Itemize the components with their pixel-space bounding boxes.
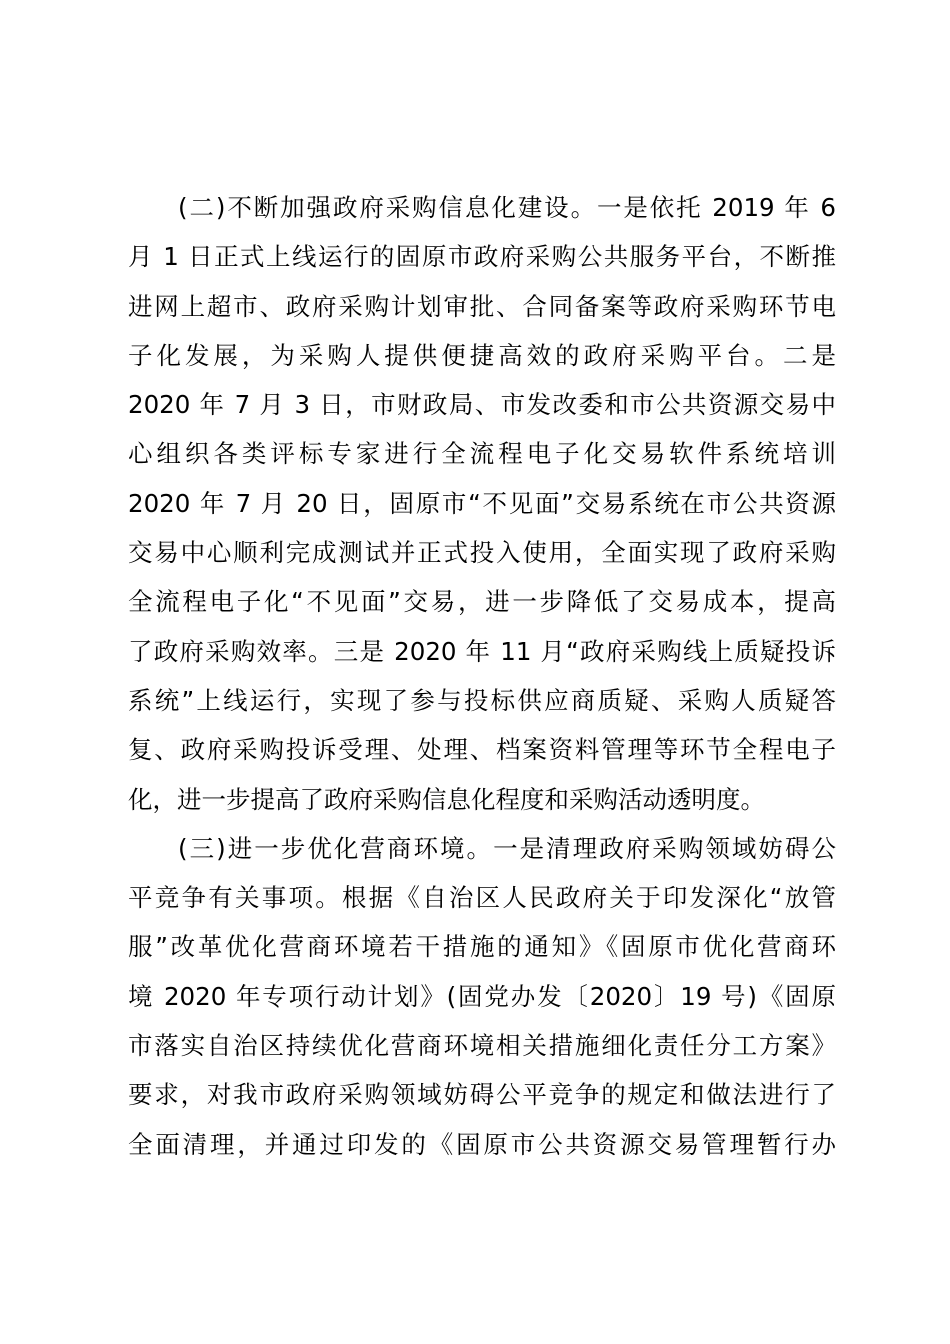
- paragraph-line: 全面清理，并通过印发的《固原市公共资源交易管理暂行办: [128, 1129, 836, 1159]
- paragraph-line: (二)不断加强政府采购信息化建设。一是依托 2019 年 6: [178, 193, 836, 222]
- paragraph-line: 平竞争有关事项。根据《自治区人民政府关于印发深化“放管: [128, 883, 836, 913]
- paragraph-line: 了政府采购效率。三是 2020 年 11 月“政府采购线上质疑投诉: [128, 636, 836, 666]
- paragraph-line: 全流程电子化“不见面”交易，进一步降低了交易成本，提高: [128, 587, 836, 617]
- paragraph-line: 进网上超市、政府采购计划审批、合同备案等政府采购环节电: [128, 291, 836, 321]
- paragraph-line: 要求，对我市政府采购领域妨碍公平竞争的规定和做法进行了: [128, 1080, 836, 1110]
- paragraph-line: 子化发展，为采购人提供便捷高效的政府采购平台。二是: [128, 340, 836, 370]
- paragraph-line: 2020 年 7 月 20 日，固原市“不见面”交易系统在市公共资源: [128, 488, 836, 518]
- paragraph-line: 交易中心顺利完成测试并正式投入使用，全面实现了政府采购: [128, 538, 836, 568]
- paragraph-line: 2020 年 7 月 3 日，市财政局、市发改委和市公共资源交易中: [128, 390, 836, 420]
- paragraph-line: 化，进一步提高了政府采购信息化程度和采购活动透明度。: [128, 784, 765, 814]
- paragraph-line: 月 1 日正式上线运行的固原市政府采购公共服务平台，不断推: [128, 242, 836, 272]
- paragraph-line: (三)进一步优化营商环境。一是清理政府采购领域妨碍公: [178, 833, 836, 863]
- paragraph-line: 复、政府采购投诉受理、处理、档案资料管理等环节全程电子: [128, 735, 836, 765]
- paragraph-line: 心组织各类评标专家进行全流程电子化交易软件系统培训: [128, 439, 836, 469]
- paragraph-line: 系统”上线运行，实现了参与投标供应商质疑、采购人质疑答: [128, 685, 836, 715]
- paragraph-line: 境 2020 年专项行动计划》(固党办发〔2020〕19 号)《固原: [128, 981, 836, 1011]
- body-text: [128, 183, 836, 1169]
- paragraph-line: 市落实自治区持续优化营商环境相关措施细化责任分工方案》: [128, 1031, 836, 1061]
- paragraph-line: 服”改革优化营商环境若干措施的通知》《固原市优化营商环: [128, 932, 836, 962]
